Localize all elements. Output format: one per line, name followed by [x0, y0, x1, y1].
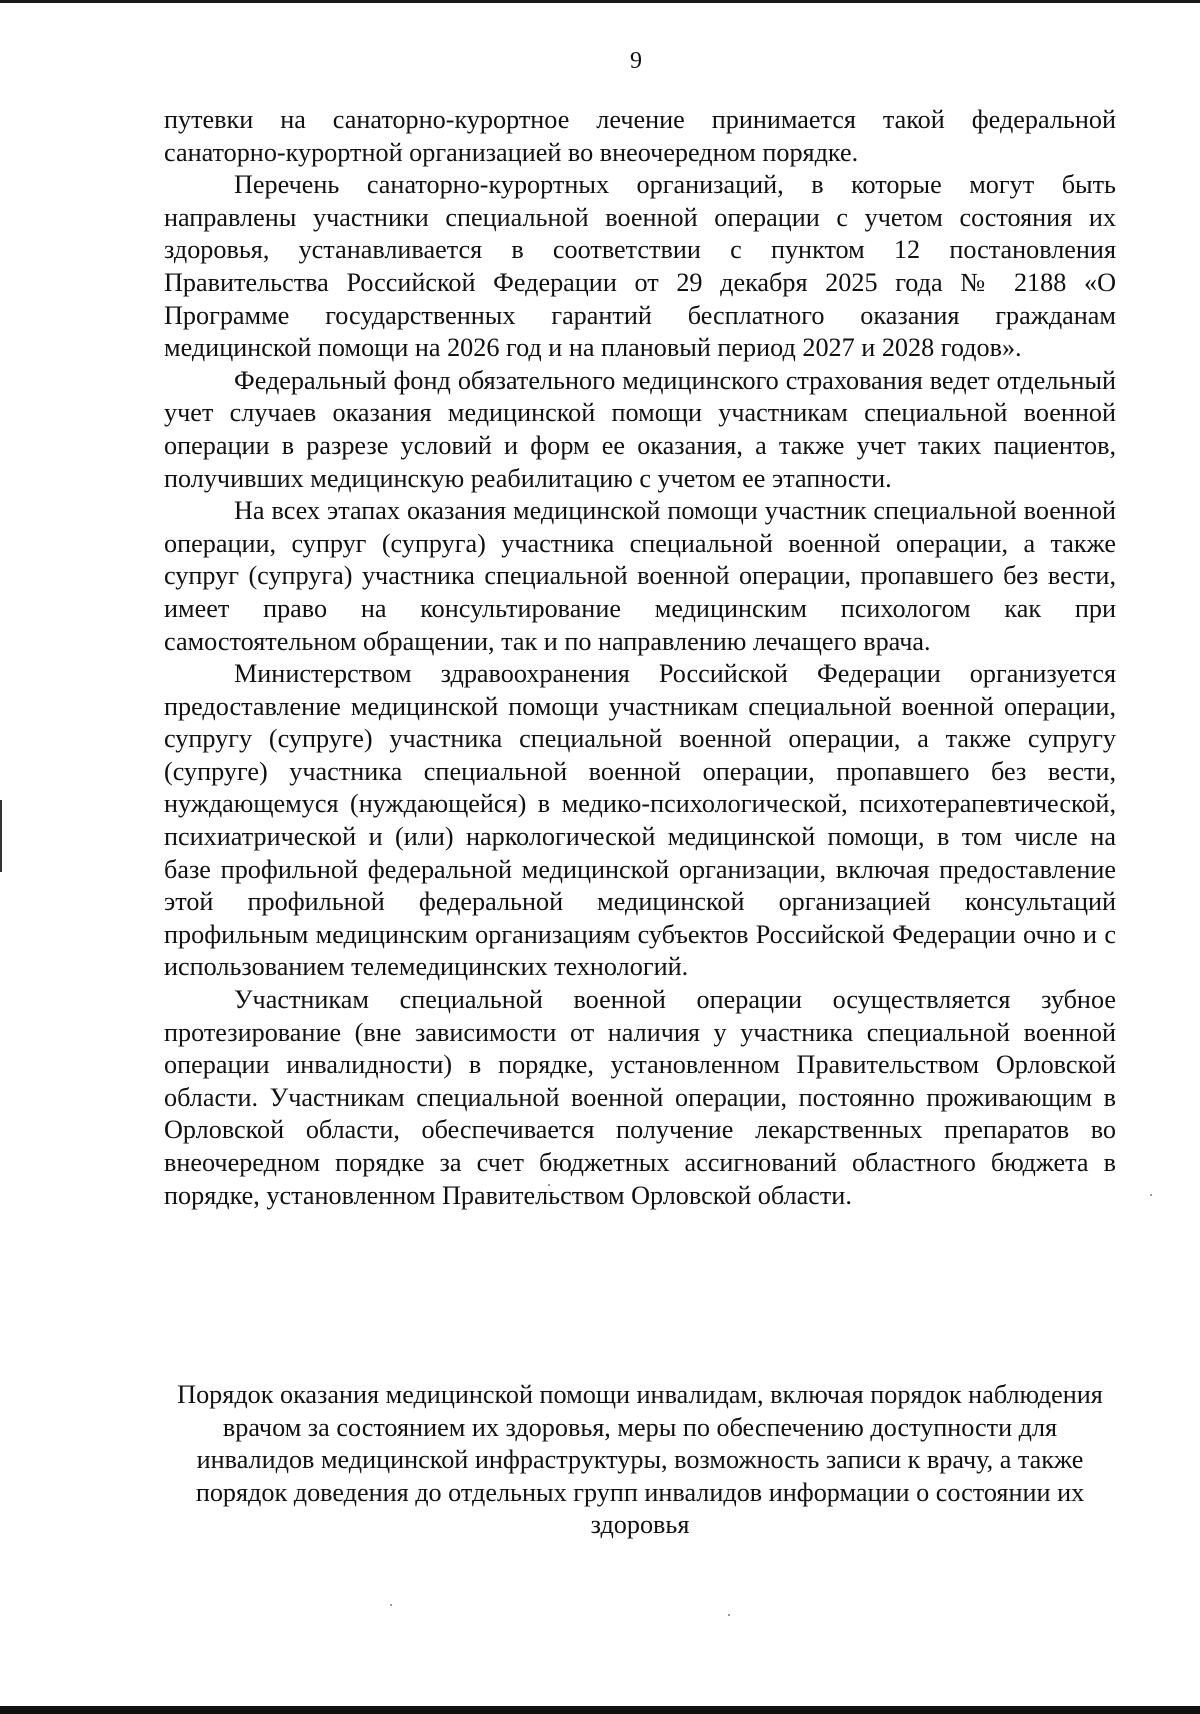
scan-speck	[1150, 1194, 1152, 1196]
binding-mark	[0, 800, 2, 872]
paragraph-sanatorium-list: Перечень санаторно-курортных организаций, в которые могут быть направлены участники специальной военной операции с учетом состояния их здоровья, устанавливается в соответствии с пунктом 12 постановления Правительства Российской Федерации от 29 декабря 2025 года № 2188 «О Программе государственных гарантий бесплатного оказания гражданам медицинской помощи на 2026 год и на плановый период 2027 и 2028 годов».	[164, 170, 1116, 363]
scan-edge-top	[0, 0, 1200, 3]
page-number: 9	[630, 48, 642, 74]
paragraph-continuation: путевки на санаторно-курортное лечение принимается такой федеральной санаторно-курортной организацией во внеочередном порядке.	[164, 105, 1116, 167]
paragraph-ministry: Министерством здравоохранения Российской Федерации организуется предоставление медицинской помощи участникам специальной военной операции, супругу (супруге) участника специальной военной операции, а также супругу (супруге) участника специальной военной операции, пропавшего без вести, нуждающемуся (нуждающейся) в медико-психологической, психотерапевтической, психиатрической и (или) наркологической медицинской помощи, в том числе на базе профильной федеральной медицинской организации, включая предоставление этой профильной федеральной медицинской организацией консультаций профильным медицинским организациям субъектов Российской Федерации очно и с использованием телемедицинских технологий.	[164, 659, 1116, 982]
scan-speck	[728, 1614, 730, 1616]
paragraph-insurance-fund: Федеральный фонд обязательного медицинского страхования ведет отдельный учет случаев оказания медицинской помощи участникам специальной военной операции в разрезе условий и форм ее оказания, а также учет таких пациентов, получивших медицинскую реабилитацию с учетом ее этапности.	[164, 365, 1116, 493]
scan-edge-bottom	[0, 1706, 1200, 1714]
paragraph-dental-prosthetics: Участникам специальной военной операции осуществляется зубное протезирование (вне зависимости от наличия у участника специальной военной операции инвалидности) в порядке, установленном Правительством Орловской области. Участникам специальной военной операции, постоянно проживающим в Орловской области, обеспечивается получение лекарственных препаратов во внеочередном порядке за счет бюджетных ассигнований областного бюджета в порядке, установленном Правительством Орловской области.	[164, 985, 1116, 1210]
paragraph-psychologist: На всех этапах оказания медицинской помощи участник специальной военной операции, супруг (супруга) участника специальной военной операции, а также супруг (супруга) участника специальной военной операции, пропавшего без вести, имеет право на консультирование медицинским психологом как при самостоятельном обращении, так и по направлению лечащего врача.	[164, 496, 1116, 656]
section-heading: Порядок оказания медицинской помощи инвалидам, включая порядок наблюдения врачом за состоянием их здоровья, меры по обеспечению доступности для инвалидов медицинской инфраструктуры, возможность записи к врачу, а также порядок доведения до отдельных групп инвалидов информации о состоянии их здоровья	[177, 1380, 1103, 1540]
body-text	[164, 104, 1116, 1212]
scan-speck	[390, 1604, 392, 1606]
